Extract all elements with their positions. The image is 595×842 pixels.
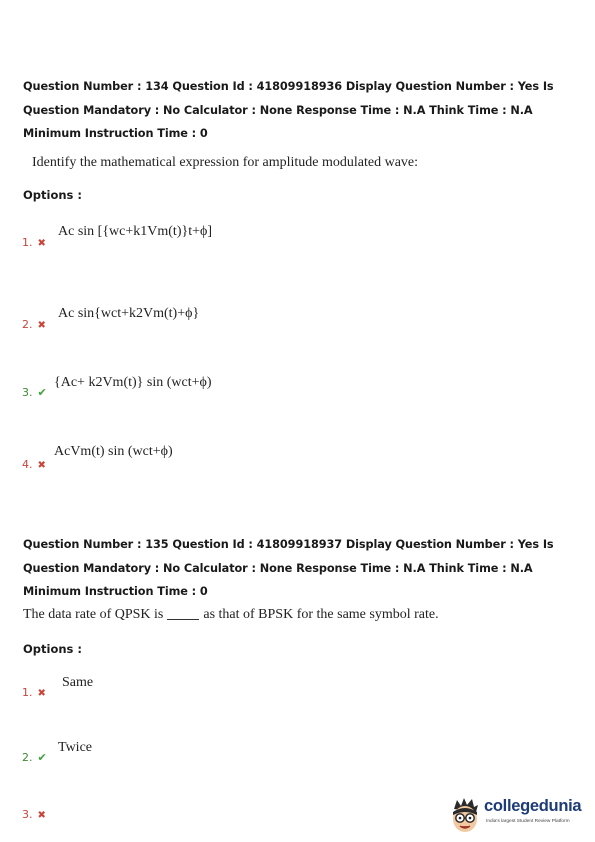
option-text: AcVm(t) sin (wct+ϕ) — [54, 444, 173, 459]
option-text: Twice — [58, 740, 93, 755]
option-number-text: 3. — [22, 386, 33, 399]
option-text: {Ac+ k2Vm(t)} sin (wct+ϕ) — [54, 375, 212, 390]
option-text: Ac sin{wct+k2Vm(t)+ϕ} — [58, 306, 200, 321]
option-number-text: 1. — [22, 686, 33, 699]
cross-icon: ✖ — [37, 320, 46, 331]
option-number[interactable] — [22, 686, 46, 699]
logo-tagline: India's largest Student Review Platform — [486, 819, 570, 824]
collegedunia-logo[interactable] — [448, 797, 588, 835]
options-label: Options : — [23, 642, 82, 656]
logo-wordmark: collegedunia — [484, 797, 582, 815]
check-icon: ✔ — [37, 751, 47, 764]
options-label: Options : — [23, 188, 82, 202]
option-number[interactable] — [22, 318, 46, 331]
question-text-part: as that of BPSK for the same symbol rate. — [203, 607, 439, 622]
cross-icon: ✖ — [37, 460, 46, 471]
check-icon: ✔ — [37, 386, 47, 399]
fill-in-blank — [167, 619, 199, 620]
option-number[interactable] — [22, 386, 47, 399]
question-134-header: Question Number : 134 Question Id : 41809918936 Display Question Number : Yes Is Question Mandatory : No Calculator : None Response Time : N.A Think Time : N.A Minimum Instruction Time : 0 — [23, 80, 554, 140]
question-134-text: Identify the mathematical expression for amplitude modulated wave: — [32, 155, 419, 170]
option-number-text: 4. — [22, 458, 33, 471]
option-number-text: 1. — [22, 236, 33, 249]
option-number[interactable] — [22, 808, 46, 821]
question-135-header: Question Number : 135 Question Id : 41809918937 Display Question Number : Yes Is Question Mandatory : No Calculator : None Response Time : N.A Think Time : N.A Minimum Instruction Time : 0 — [23, 538, 554, 598]
option-text: Ac sin [{wc+k1Vm(t)}t+ϕ] — [58, 224, 213, 239]
option-number[interactable] — [22, 751, 47, 764]
cross-icon: ✖ — [37, 688, 46, 699]
question-135-text — [23, 607, 439, 623]
cross-icon: ✖ — [37, 810, 46, 821]
option-number[interactable] — [22, 236, 46, 249]
question-text-part: The data rate of QPSK is — [23, 607, 164, 622]
option-text: Same — [62, 675, 94, 690]
option-number-text: 2. — [22, 318, 33, 331]
option-number[interactable] — [22, 458, 46, 471]
mascot-face-icon — [448, 797, 482, 835]
cross-icon: ✖ — [37, 238, 46, 249]
option-number-text: 3. — [22, 808, 33, 821]
option-number-text: 2. — [22, 751, 33, 764]
